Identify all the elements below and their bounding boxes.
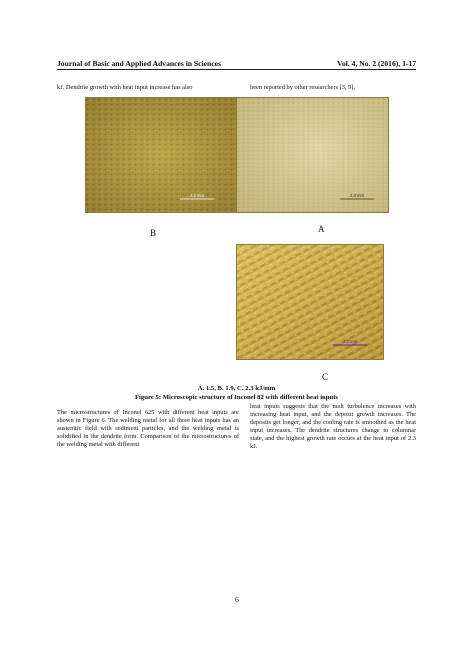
body-paragraph-right: heat inputs suggests that the melt turbulence increases with increasing heat input, and the deposit growth increases. The deposits get longer, and the cooling rate is smoothed as the heat input increases. The dendrite structures change to columnar state, and the highest growth rate occurs at the heat input of 2.3 kJ. [250,403,416,451]
micrograph-c [236,244,384,360]
header-rule [57,69,416,70]
figure-caption-values: A. 1.5, B. 1.9, C. 2.3 kJ/mm [197,385,276,392]
scalebar-c-label: 2.3 mm [343,339,357,344]
label-b: B [150,228,157,238]
scalebar-a-label: 2.3 mm [350,193,364,198]
body-paragraph-left: The microstructures of Inconel 625 with different heat inputs are shown in Figure 6. The welding metal for all three heat inputs has an austenitic field with sediment particles, and the welding metal is solidified in the dendrite form. Comparison of the microstructures of the welding metal with different [57,409,239,449]
top-text-right: been reported by other researchers [3, 9]. [250,84,356,91]
micrograph-a [236,97,389,213]
top-text-left: kJ. Dendrite growth with heat input increase has also [57,84,193,91]
journal-title: Journal of Basic and Applied Advances in Sciences [57,59,221,68]
label-c: C [322,372,329,382]
figure-caption-title: Figure 5: Microscopic structure of Inconel 82 with different heat inputs [134,394,339,401]
scalebar-b-label: 2.2 mm [190,193,204,198]
volume-info: Vol. 4, No. 2 (2016), 1-17 [337,59,416,68]
micrograph-b [85,97,237,213]
label-a: A [318,224,325,234]
page-number: 6 [235,595,239,604]
